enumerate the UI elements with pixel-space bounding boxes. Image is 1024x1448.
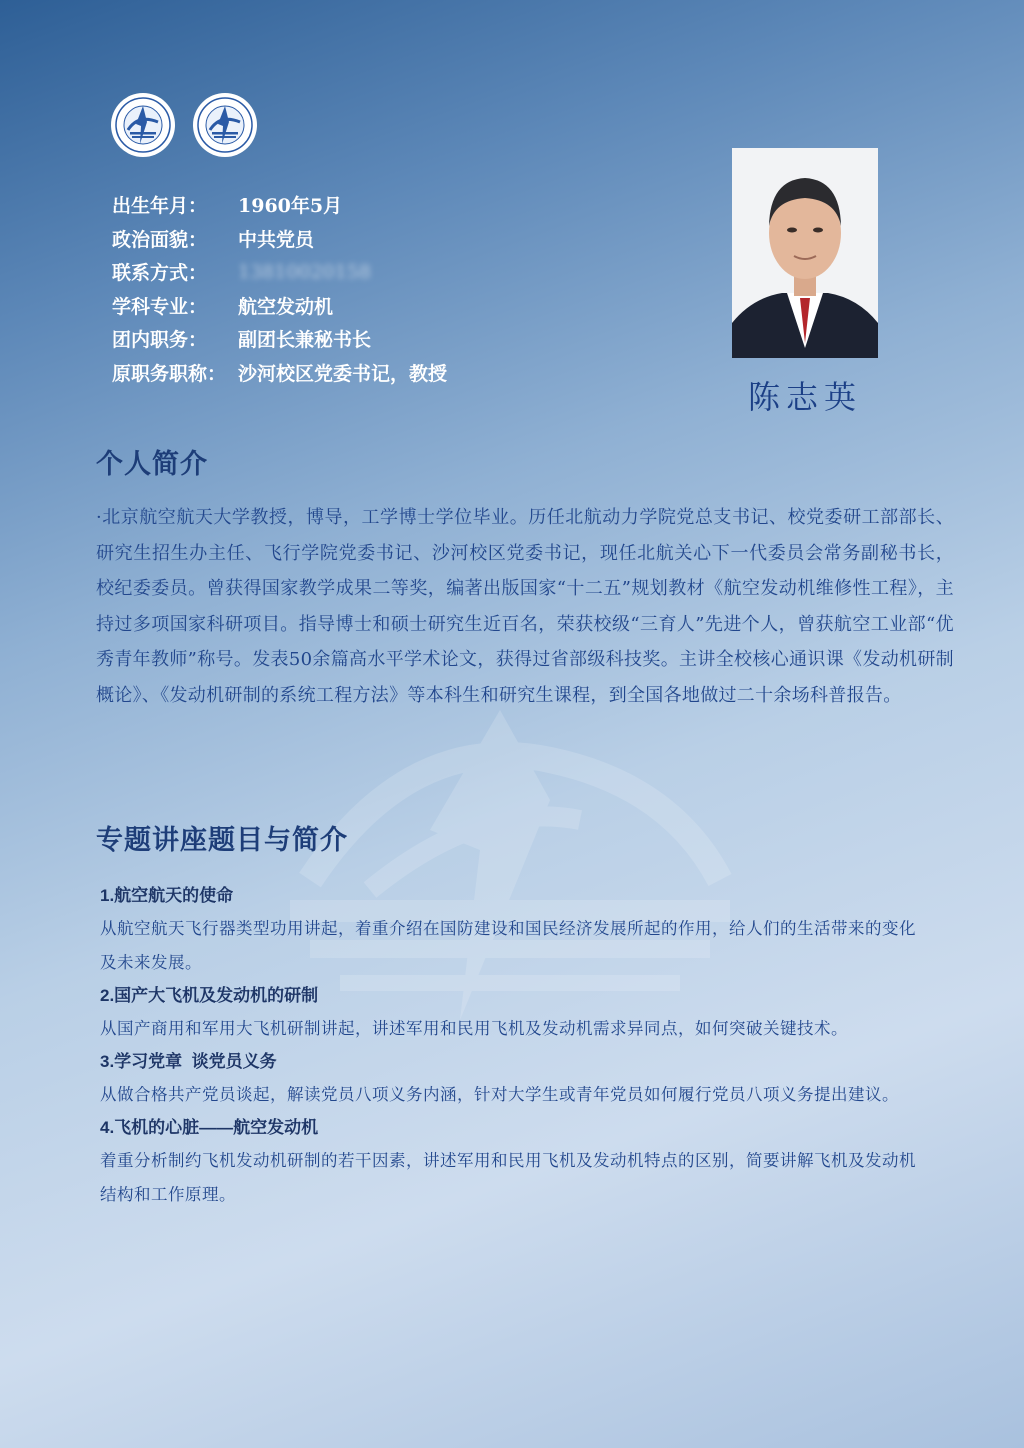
- info-row-major: [112, 289, 447, 323]
- info-row-former-position: [112, 356, 447, 390]
- lecture-title: 2.国产大飞机及发动机的研制: [100, 986, 319, 1005]
- info-row-team-role: [112, 322, 447, 356]
- beihang-shahe-campus-logo: [192, 92, 258, 158]
- info-value: 沙河校区党委书记，教授: [238, 362, 448, 385]
- info-value: 中共党员: [238, 228, 315, 251]
- info-value: 副团长兼秘书长: [238, 329, 372, 352]
- profile-section-title: 个人简介: [96, 449, 208, 480]
- info-label: 团内职务：: [112, 329, 208, 352]
- lecture-description: 着重分析制约飞机发动机研制的若干因素，讲述军用和民用飞机及发动机特点的区别，简要讲解飞机及发动机结构和工作原理。: [100, 1151, 916, 1204]
- info-row-political-status: [112, 222, 447, 256]
- beihang-university-logo: [110, 92, 176, 158]
- info-label: 联系方式：: [112, 262, 208, 285]
- info-row-birth: [112, 188, 447, 222]
- lecture-title: 1.航空航天的使命: [100, 886, 234, 905]
- info-value: 航空发动机: [238, 295, 334, 318]
- lecture-title: 3.学习党章 谈党员义务: [100, 1052, 277, 1071]
- lecture-description: 从航空航天飞行器类型功用讲起，着重介绍在国防建设和国民经济发展所起的作用，给人们的生活带来的变化及未来发展。: [100, 919, 916, 972]
- portrait-photo: [732, 148, 878, 358]
- info-value: 1960年5月: [238, 195, 343, 218]
- info-label: 原职务职称：: [112, 362, 227, 385]
- lecture-title: 4.飞机的心脏——航空发动机: [100, 1118, 319, 1137]
- profile-text: ·北京航空航天大学教授，博导，工学博士学位毕业。历任北航动力学院党总支书记、校党委研工部部长、研究生招生办主任、飞行学院党委书记、沙河校区党委书记，现任北航关心下一代委员会常务副秘书长，校纪委委员。曾获得国家教学成果二等奖，编著出版国家“十二五”规划教材《航空发动机维修性工程》，主持过多项国家科研项目。指导博士和硕士研究生近百名，荣获校级“三育人”先进个人，曾获航空工业部“优秀青年教师”称号。发表50余篇高水平学术论文，获得过省部级科技奖。主讲全校核心通识课《发动机研制概论》、《发动机研制的系统工程方法》等本科生和研究生课程，到全国各地做过二十余场科普报告。: [96, 507, 954, 706]
- lecture-description: 从国产商用和军用大飞机研制讲起，讲述军用和民用飞机及发动机需求异同点，如何突破关键技术。: [100, 1019, 848, 1038]
- info-label: 政治面貌：: [112, 228, 208, 251]
- info-label: 学科专业：: [112, 295, 208, 318]
- info-label: 出生年月：: [112, 195, 208, 218]
- person-name: 陈志英: [747, 378, 862, 416]
- lectures-section-title: 专题讲座题目与简介: [96, 825, 348, 856]
- contact-value-redacted: 13810020158: [238, 260, 371, 283]
- personal-info-list: [112, 188, 447, 389]
- info-row-contact: [112, 255, 447, 289]
- lecture-description: 从做合格共产党员谈起，解读党员八项义务内涵，针对大学生或青年党员如何履行党员八项义务提出建议。: [100, 1085, 899, 1104]
- lecture-list: [100, 880, 920, 1212]
